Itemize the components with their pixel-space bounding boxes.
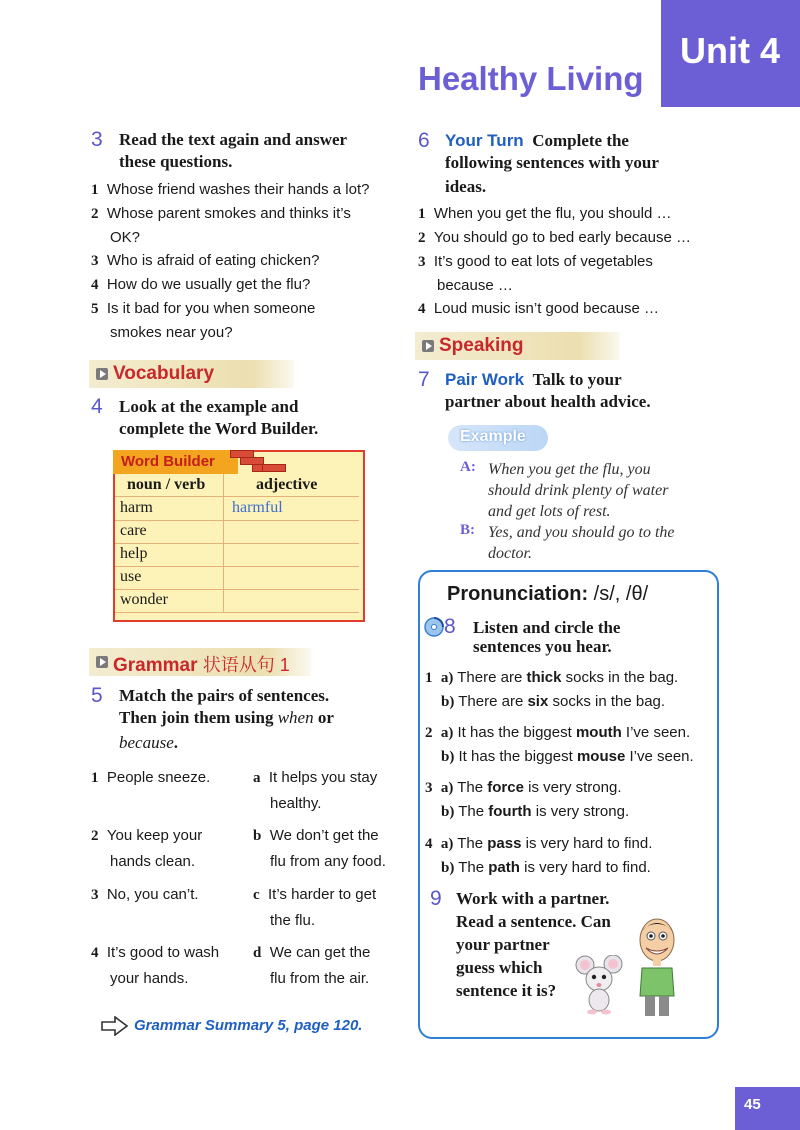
item-number: 4 <box>91 277 99 293</box>
instruction-line: sentences you hear. <box>473 637 612 656</box>
dialog-line <box>460 459 710 522</box>
exercise-7-number: 7 <box>418 368 430 391</box>
pair-work-tag: Pair Work <box>445 370 525 389</box>
instruction-line: guess which <box>456 958 543 977</box>
row-divider <box>115 612 359 613</box>
item-number: 4 <box>418 301 426 317</box>
exercise-4-instruction <box>119 396 318 440</box>
instruction-line: Listen and circle the <box>473 618 621 637</box>
option-text: The <box>457 835 488 852</box>
option-label: b) <box>441 804 455 820</box>
list-item <box>91 178 411 202</box>
column-header: noun / verb <box>127 476 206 493</box>
item-text: healthy. <box>270 795 322 812</box>
instruction-line: following sentences with your <box>445 153 659 172</box>
page-number: 45 <box>744 1096 761 1113</box>
item-number: 3 <box>91 887 99 903</box>
item-text: your hands. <box>110 970 189 987</box>
instruction-line: complete the Word Builder. <box>119 419 319 438</box>
item-text: flu from the air. <box>270 970 370 987</box>
item-text: OK? <box>110 229 141 246</box>
dialog-line <box>460 522 710 564</box>
list-item <box>418 226 718 250</box>
option-label: a) <box>440 725 454 741</box>
grammar-summary-link[interactable]: Grammar Summary 5, page 120. <box>134 1017 363 1034</box>
option-text: is very hard to find. <box>519 859 651 876</box>
grammar-label: Grammar <box>113 655 198 676</box>
pronunciation-item <box>425 832 715 880</box>
grammar-label-chinese: 状语从句 1 <box>202 655 290 675</box>
item-text: We don’t get the <box>269 827 379 844</box>
dialog-text-line: and get lots of rest. <box>488 503 611 520</box>
list-item <box>91 273 411 297</box>
play-icon <box>96 368 108 380</box>
table-cell: harmful <box>232 499 283 516</box>
list-item <box>418 297 718 321</box>
option-keyword[interactable]: mouse <box>576 748 626 765</box>
mouse-illustration <box>575 955 625 1020</box>
item-text: No, you can’t. <box>106 886 199 903</box>
item-text: the flu. <box>270 912 316 929</box>
item-text: hands clean. <box>110 853 196 870</box>
option-text: I’ve seen. <box>621 724 691 741</box>
exercise-6-number: 6 <box>418 129 430 152</box>
instruction-line: Look at the example and <box>119 397 299 416</box>
word-builder-title: Word Builder <box>121 453 215 470</box>
vocabulary-banner <box>89 360 294 388</box>
table-cell: care <box>120 522 147 539</box>
instruction-text: Complete the <box>532 131 629 150</box>
word-builder-tab <box>113 450 238 474</box>
option-text: is very strong. <box>523 779 622 796</box>
pronunciation-title <box>447 583 648 606</box>
option-text: It has the biggest <box>458 748 577 765</box>
option-label: b) <box>441 860 455 876</box>
item-letter: b <box>253 828 262 844</box>
item-number: 1 <box>418 206 426 222</box>
item-text: You should go to bed early because … <box>433 229 691 246</box>
dialog-text-line: doctor. <box>488 545 532 562</box>
item-number: 4 <box>91 945 99 961</box>
column-header: adjective <box>256 476 318 493</box>
pronunciation-item <box>425 666 715 714</box>
brick-icon <box>262 464 286 472</box>
item-text: It helps you stay <box>268 769 378 786</box>
option-text: The <box>457 779 488 796</box>
row-divider <box>115 520 359 521</box>
list-item <box>418 250 718 274</box>
instruction-line: ideas. <box>445 177 487 196</box>
phoneme-symbols: /s/, /θ/ <box>593 583 649 605</box>
item-number: 2 <box>418 230 426 246</box>
example-dialog <box>460 459 710 564</box>
option-text: I’ve seen. <box>625 748 694 765</box>
item-number: 3 <box>425 780 433 796</box>
option-label: a) <box>440 670 454 686</box>
page-title: Healthy Living <box>418 60 644 97</box>
table-cell: help <box>120 545 148 562</box>
instruction-keyword: when <box>277 708 314 727</box>
option-label: b) <box>441 749 455 765</box>
option-text: The <box>458 859 489 876</box>
option-text: It has the biggest <box>457 724 576 741</box>
speaking-banner <box>415 332 620 360</box>
list-item <box>91 202 411 226</box>
instruction-line: Read a sentence. Can <box>456 912 611 931</box>
option-keyword[interactable]: force <box>487 779 524 796</box>
exercise-8-instruction <box>473 617 620 658</box>
table-cell: wonder <box>120 591 168 608</box>
item-text: smokes near you? <box>110 324 233 341</box>
exercise-3-questions <box>91 178 411 344</box>
example-label: Example <box>460 428 526 445</box>
item-text: You keep your <box>106 827 203 844</box>
match-item-left <box>91 824 202 873</box>
option-keyword[interactable]: fourth <box>488 803 532 820</box>
instruction-line: Match the pairs of sentences. <box>119 686 330 705</box>
option-keyword[interactable]: six <box>527 693 549 710</box>
item-letter: d <box>253 945 262 961</box>
item-number: 2 <box>91 828 99 844</box>
row-divider <box>115 589 359 590</box>
option-text: There are <box>457 669 527 686</box>
exercise-6-instruction <box>445 130 715 198</box>
item-text: People sneeze. <box>106 769 211 786</box>
unit-label: Unit 4 <box>680 30 781 71</box>
item-text: flu from any food. <box>270 853 386 870</box>
pronunciation-item <box>425 721 715 769</box>
option-keyword[interactable]: pass <box>487 835 522 852</box>
section-label: Speaking <box>439 335 524 356</box>
section-label <box>113 651 290 677</box>
item-text: Whose parent smokes and thinks it’s <box>106 205 351 222</box>
item-number: 1 <box>91 770 99 786</box>
option-text: is very hard to find. <box>521 835 653 852</box>
your-turn-tag: Your Turn <box>445 131 524 150</box>
instruction-line: Work with a partner. <box>456 889 610 908</box>
item-text: because … <box>437 277 513 294</box>
item-number: 5 <box>91 301 99 317</box>
row-divider <box>115 496 359 497</box>
match-item-right <box>253 824 386 873</box>
item-text: It’s good to wash <box>106 944 220 961</box>
match-item-left <box>91 883 199 907</box>
arrow-right-icon <box>101 1016 129 1041</box>
instruction-line: partner about health advice. <box>445 392 651 411</box>
grammar-banner <box>89 648 311 676</box>
item-number: 3 <box>91 253 99 269</box>
item-text: Is it bad for you when someone <box>106 300 316 317</box>
instruction-keyword: because <box>119 733 174 752</box>
exercise-6-items <box>418 202 718 321</box>
dialog-text-line: should drink plenty of water <box>488 482 669 499</box>
example-badge <box>448 425 548 451</box>
instruction-text: Then join them using <box>119 708 278 727</box>
item-number: 1 <box>425 670 433 686</box>
exercise-3-number: 3 <box>91 128 103 151</box>
item-text: We can get the <box>269 944 371 961</box>
boy-illustration <box>634 918 680 1023</box>
item-text: Loud music isn’t good because … <box>433 300 659 317</box>
item-text: Who is afraid of eating chicken? <box>106 252 320 269</box>
instruction-line: these questions. <box>119 152 233 171</box>
exercise-5-number: 5 <box>91 684 103 707</box>
exercise-5-instruction <box>119 685 334 754</box>
item-number: 1 <box>91 182 99 198</box>
option-text: socks in the bag. <box>548 693 666 710</box>
instruction-text: or <box>313 708 334 727</box>
instruction-text: Talk to your <box>532 370 622 389</box>
match-item-left <box>91 941 219 990</box>
instruction-line: your partner <box>456 935 550 954</box>
option-text: The <box>458 803 489 820</box>
pronunciation-heading: Pronunciation: <box>447 583 589 605</box>
option-keyword[interactable]: mouth <box>575 724 622 741</box>
option-label: a) <box>440 780 454 796</box>
list-item <box>91 249 411 273</box>
match-item-right <box>253 883 376 932</box>
list-item <box>91 297 411 321</box>
speaker-label: B: <box>460 522 475 538</box>
instruction-text: . <box>173 733 179 752</box>
option-text: There are <box>458 693 528 710</box>
row-divider <box>115 566 359 567</box>
match-item-left <box>91 766 210 790</box>
item-letter: a <box>253 770 261 786</box>
option-label: a) <box>440 836 454 852</box>
audio-cd-icon[interactable] <box>424 617 444 642</box>
instruction-line: sentence it is? <box>456 981 557 1000</box>
row-divider <box>115 543 359 544</box>
exercise-8-number: 8 <box>444 615 456 638</box>
play-icon <box>422 340 434 352</box>
option-text: is very strong. <box>531 803 630 820</box>
dialog-text-line: Yes, and you should go to the <box>488 524 675 541</box>
item-number: 2 <box>91 206 99 222</box>
option-keyword[interactable]: path <box>488 859 520 876</box>
item-number: 3 <box>418 254 426 270</box>
option-keyword[interactable]: thick <box>526 669 562 686</box>
option-label: b) <box>441 694 455 710</box>
pronunciation-item <box>425 776 715 824</box>
dialog-text-line: When you get the flu, you <box>488 461 651 478</box>
table-cell: harm <box>120 499 153 516</box>
item-text: Whose friend washes their hands a lot? <box>106 181 370 198</box>
item-number: 2 <box>425 725 433 741</box>
exercise-3-instruction <box>119 129 347 173</box>
play-icon <box>96 656 108 668</box>
dialog-text <box>488 459 668 522</box>
option-text: socks in the bag. <box>561 669 679 686</box>
dialog-text <box>488 522 675 564</box>
table-cell: use <box>120 568 142 585</box>
exercise-7-instruction <box>445 369 715 413</box>
speaker-label: A: <box>460 459 476 475</box>
item-text: How do we usually get the flu? <box>106 276 311 293</box>
exercise-4-number: 4 <box>91 395 103 418</box>
item-number: 4 <box>425 836 433 852</box>
exercise-9-number: 9 <box>430 887 442 910</box>
item-text: When you get the flu, you should … <box>433 205 672 222</box>
item-letter: c <box>253 887 260 903</box>
item-text: It’s good to eat lots of vegetables <box>433 253 653 270</box>
instruction-line: Read the text again and answer <box>119 130 348 149</box>
item-text: It’s harder to get <box>268 886 377 903</box>
match-item-right <box>253 941 370 990</box>
section-label: Vocabulary <box>113 363 215 384</box>
list-item <box>418 202 718 226</box>
match-item-right <box>253 766 377 815</box>
